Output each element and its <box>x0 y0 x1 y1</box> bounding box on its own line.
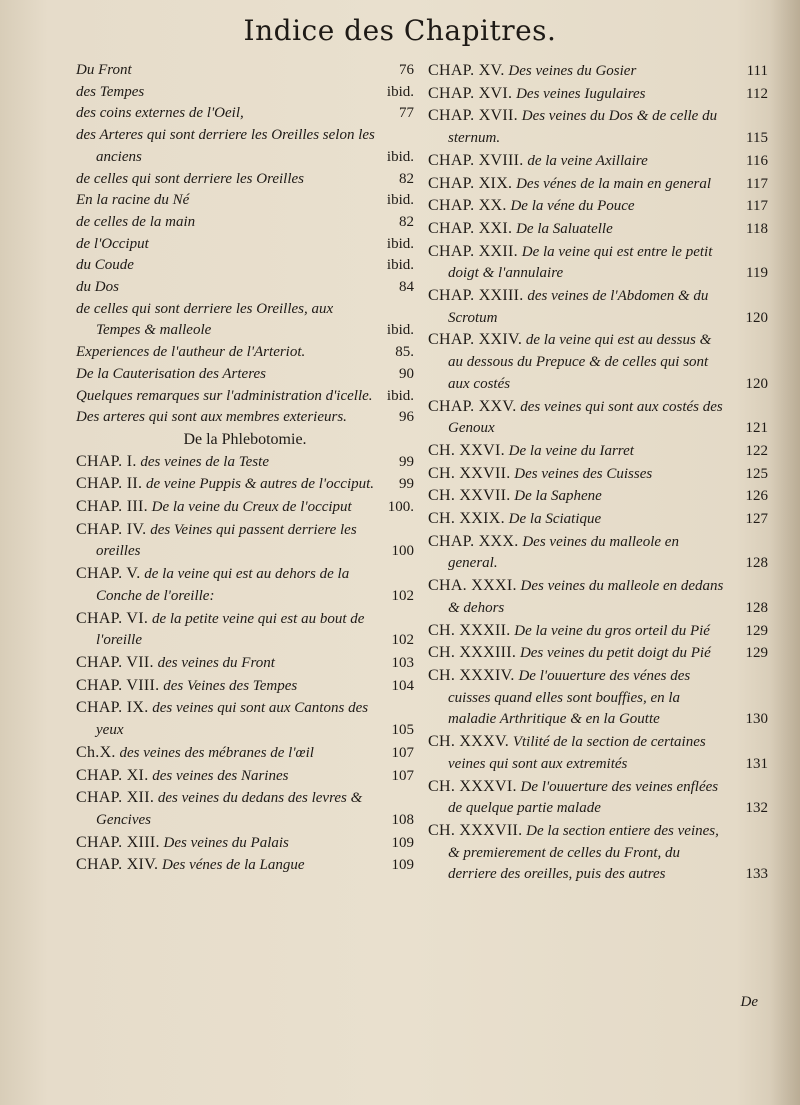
page-number: 102 <box>391 587 414 604</box>
page-number: 82 <box>399 170 414 187</box>
entry-title: Des veines du Dos & de celle du sternum. <box>448 108 718 147</box>
chapter-number: CHAP. XV. <box>428 62 505 79</box>
index-entry <box>428 241 768 285</box>
page-number: ibid. <box>386 235 414 252</box>
catchword: De <box>740 994 758 1010</box>
entry-title: de la petite veine qui est au bout de l'oreille <box>96 610 365 649</box>
page-number: 122 <box>745 442 768 459</box>
page-number: 127 <box>745 511 768 528</box>
chapter-number: CH. XXVII. <box>428 487 511 505</box>
entry-title: de veine Puppis & autres de l'occiput. <box>146 476 375 493</box>
page-number: 112 <box>746 85 768 102</box>
index-entry <box>76 212 414 234</box>
entry-title: des veines qui sont aux costés des Genoux <box>448 398 723 437</box>
index-entry <box>76 451 414 474</box>
entry-title: Des veines des Cuisses <box>514 465 653 482</box>
index-entry <box>76 675 414 698</box>
page-number: 77 <box>399 105 414 122</box>
chapter-number: CH. XXXVII. <box>428 821 523 839</box>
page-number: 100 <box>391 543 414 560</box>
entry-title: Des veines du Palais <box>163 834 289 851</box>
page-number: 120 <box>745 309 768 326</box>
page-number: 128 <box>745 599 768 616</box>
entry-title: de celles qui sont derriere les Oreilles <box>76 170 305 187</box>
index-entry <box>76 407 414 429</box>
entry-title: De la Cauterisation des Arteres <box>76 365 266 382</box>
index-entry <box>428 508 768 531</box>
page-number: 104 <box>391 677 414 694</box>
page-number: 117 <box>746 175 768 192</box>
index-entry <box>76 169 414 191</box>
page-number: 107 <box>391 767 414 784</box>
chapter-number: CH. XXVI. <box>428 441 505 459</box>
index-entry <box>76 60 414 82</box>
entry-title: Des veines du petit doigt du Pié <box>519 645 711 662</box>
chapter-number: CHAP. XXII. <box>428 242 518 260</box>
entry-title: des coins externes de l'Oeil, <box>76 105 244 122</box>
index-entry <box>428 396 768 440</box>
chapter-number: CHAP. XIX. <box>428 174 513 192</box>
index-entry <box>76 473 414 496</box>
index-entry <box>428 575 768 619</box>
page-number: 125 <box>745 465 768 482</box>
chapter-number: CHAP. XX. <box>428 197 507 215</box>
index-entry <box>428 731 768 775</box>
page-number: 99 <box>399 453 414 470</box>
chapter-number: CHAP. I. <box>76 452 137 470</box>
entry-title: De la Saluatelle <box>516 220 613 237</box>
chapter-number: CHAP. XII. <box>76 789 155 807</box>
page-number: 76 <box>399 62 414 78</box>
entry-title: Des veines du malleole en general. <box>448 533 679 572</box>
page-number: 105 <box>391 722 414 739</box>
chapter-number: CHAP. V. <box>76 565 141 583</box>
entry-title: des veines des Narines <box>152 767 289 784</box>
chapter-number: Ch.X. <box>76 743 116 761</box>
left-column <box>76 60 414 877</box>
entry-title: de l'Occiput <box>76 235 149 252</box>
index-entry <box>76 255 414 277</box>
index-entry <box>76 652 414 675</box>
entry-title: Du Front <box>76 62 132 78</box>
page-number: ibid. <box>386 257 414 274</box>
page-number: ibid. <box>386 322 414 339</box>
page-number: 103 <box>391 654 414 671</box>
entry-title: Experiences de l'autheur de l'Arteriot. <box>76 344 306 361</box>
chapter-number: CHAP. XVI. <box>428 84 513 102</box>
index-entry <box>428 60 768 83</box>
entry-title: Vtilité de la section de certaines veines qui sont aux extremités <box>448 734 706 772</box>
index-entry <box>76 563 414 607</box>
index-entry <box>76 787 414 831</box>
chapter-number: CHAP. XXI. <box>428 219 513 237</box>
page-number: 121 <box>745 420 768 437</box>
page-number: 109 <box>391 834 414 851</box>
right-column <box>428 60 768 886</box>
entry-title: De la Sciatique <box>508 511 602 528</box>
index-entry <box>428 776 768 820</box>
entry-title: des veines qui sont aux Cantons des yeux <box>96 700 369 739</box>
index-entry <box>428 83 768 106</box>
index-entry <box>428 329 768 395</box>
index-entry <box>76 386 414 408</box>
entry-title: des Tempes <box>76 83 145 100</box>
entry-title: De l'ouuerture des vénes des cuisses quand elles sont bouffies, en la maladie Arthritique & en la Goutte <box>448 667 691 728</box>
index-entry <box>428 195 768 218</box>
index-entry <box>76 234 414 256</box>
entry-title: Des veines du malleole en dedans & dehors <box>448 578 724 616</box>
entry-title: De la veine du gros orteil du Pié <box>514 622 710 639</box>
index-entry <box>428 463 768 486</box>
chapter-number: CH. XXXIII. <box>428 644 517 662</box>
chapter-number: CHAP. VIII. <box>76 676 160 694</box>
index-entry <box>76 519 414 563</box>
page-number: 117 <box>746 198 768 215</box>
chapter-number: CHAP. XXX. <box>428 532 519 550</box>
entry-title: des veines de l'Abdomen & du Scrotum <box>448 288 709 326</box>
index-entry <box>76 608 414 652</box>
index-entry <box>428 285 768 329</box>
index-entry <box>76 82 414 104</box>
index-entry <box>76 364 414 386</box>
entry-title: des Veines des Tempes <box>163 677 298 694</box>
chapter-number: CHAP. IX. <box>76 699 149 717</box>
page-number: 130 <box>745 711 768 728</box>
chapter-number: CHAP. IV. <box>76 520 147 538</box>
entry-title: de la veine qui est au dessus & au dessous du Prepuce & de celles qui sont aux costés <box>448 332 712 392</box>
index-entry <box>76 765 414 788</box>
index-entry <box>76 496 414 519</box>
chapter-number: CHAP. XIII. <box>76 833 160 851</box>
entry-title: des veines du dedans des levres & Gencives <box>96 790 363 828</box>
entry-title: du Coude <box>76 257 134 274</box>
chapter-number: CHAP. XXIV. <box>428 331 523 349</box>
chapter-number: CHAP. XI. <box>76 766 149 784</box>
chapter-number: CH. XXIX. <box>428 510 505 528</box>
page-number: 82 <box>399 213 414 230</box>
entry-title: De la Saphene <box>514 488 602 505</box>
entry-title: de celles qui sont derriere les Oreilles, aux Tempes & malleole <box>76 300 334 339</box>
index-entry <box>428 620 768 643</box>
index-entry <box>76 103 414 125</box>
index-entry <box>76 854 414 877</box>
page-title: Indice des Chapitres. <box>243 14 557 47</box>
chapter-number: CHAP. XIV. <box>76 856 159 874</box>
entry-title: En la racine du Né <box>76 192 190 209</box>
page-number: 129 <box>745 622 768 639</box>
entry-title: De la veine qui est entre le petit doigt & l'annulaire <box>448 243 713 282</box>
page-number: 96 <box>399 409 414 426</box>
entry-title: Des veines du Gosier <box>508 63 637 79</box>
index-entry <box>76 277 414 299</box>
page-number: 102 <box>391 632 414 649</box>
entry-title: de la veine qui est au dehors de la Conche de l'oreille: <box>96 566 350 604</box>
entry-title: Des arteres qui sont aux membres exterieurs. <box>76 409 347 426</box>
page-number: 132 <box>745 800 768 817</box>
page-number: 108 <box>391 811 414 828</box>
page-number: 115 <box>746 130 768 147</box>
index-entry <box>428 173 768 196</box>
chapter-number: CH. XXVII. <box>428 464 511 482</box>
index-entry <box>428 485 768 508</box>
entry-title: de la veine Axillaire <box>527 152 648 169</box>
index-entry <box>428 440 768 463</box>
entry-title: De la véne du Pouce <box>510 198 635 215</box>
page-number: 129 <box>745 645 768 662</box>
index-entry <box>428 665 768 731</box>
entry-title: des veines de la Teste <box>140 453 269 470</box>
page-number: 109 <box>391 857 414 874</box>
chapter-number: CHA. XXXI. <box>428 577 517 595</box>
index-entry <box>428 150 768 173</box>
chapter-number: CHAP. XXV. <box>428 397 517 415</box>
page-number: ibid. <box>386 148 414 165</box>
entry-title: De l'ouuerture des veines enflées de quelque partie malade <box>448 778 719 817</box>
page-number: 131 <box>745 755 768 772</box>
entry-title: Des veines Iugulaires <box>516 85 646 102</box>
index-entry <box>428 642 768 665</box>
page-number: ibid. <box>386 387 414 404</box>
page-number: 111 <box>746 63 768 79</box>
index-entry <box>76 125 414 168</box>
page-number: 85. <box>395 344 414 361</box>
page-number: 90 <box>399 365 414 382</box>
chapter-number: CHAP. III. <box>76 498 148 516</box>
page-number: 107 <box>391 744 414 761</box>
index-entry <box>428 820 768 886</box>
index-entry <box>76 832 414 855</box>
entry-title: de celles de la main <box>76 213 196 230</box>
page-number: 119 <box>746 265 768 282</box>
page-number: 128 <box>745 555 768 572</box>
entry-title: Quelques remarques sur l'administration d'icelle. <box>76 387 373 404</box>
chapter-number: CHAP. XXIII. <box>428 287 524 305</box>
chapter-number: CH. XXXII. <box>428 621 511 639</box>
page-number: ibid. <box>386 192 414 209</box>
chapter-number: CH. XXXV. <box>428 733 510 751</box>
chapter-number: CHAP. VI. <box>76 609 149 627</box>
entry-title: De la veine du Creux de l'occiput <box>151 499 352 516</box>
page-number: 118 <box>746 220 768 237</box>
entry-title: Des vénes de la main en general <box>516 175 712 192</box>
chapter-number: CH. XXXIV. <box>428 666 515 684</box>
entry-title: des Veines qui passent derriere les oreilles <box>96 521 357 560</box>
index-entry <box>76 190 414 212</box>
chapter-number: CHAP. XVII. <box>428 107 518 125</box>
chapter-number: CHAP. II. <box>76 475 143 493</box>
section-heading: De la Phlebotomie. <box>183 430 307 448</box>
index-entry <box>76 299 414 342</box>
entry-title: du Dos <box>76 279 119 296</box>
index-entry <box>428 531 768 575</box>
entry-title: De la section entiere des veines, & premierement de celles du Front, du derriere des oreilles, puis des autres <box>448 822 719 883</box>
entry-title: Des vénes de la Langue <box>162 857 305 874</box>
page-number: 100. <box>387 499 414 516</box>
chapter-number: CHAP. XVIII. <box>428 151 524 169</box>
index-entry <box>76 697 414 741</box>
page-edge-shadow <box>770 0 800 1105</box>
page-number: 84 <box>399 279 414 296</box>
page-number: 99 <box>399 476 414 493</box>
entry-title: des veines des mébranes de l'œil <box>119 744 314 761</box>
index-entry <box>76 342 414 364</box>
entry-title: De la veine du Iarret <box>508 442 634 459</box>
chapter-number: CHAP. VII. <box>76 653 154 671</box>
page-number: ibid. <box>386 83 414 100</box>
page-number: 126 <box>745 488 768 505</box>
page-number: 120 <box>745 375 768 392</box>
entry-title: des Arteres qui sont derriere les Oreilles selon les anciens <box>76 127 375 165</box>
index-entry <box>76 742 414 765</box>
index-entry <box>428 105 768 149</box>
chapter-number: CH. XXXVI. <box>428 777 517 795</box>
index-entry <box>428 218 768 241</box>
entry-title: des veines du Front <box>157 654 275 671</box>
page-number: 133 <box>745 866 768 883</box>
page-number: 116 <box>746 152 768 169</box>
